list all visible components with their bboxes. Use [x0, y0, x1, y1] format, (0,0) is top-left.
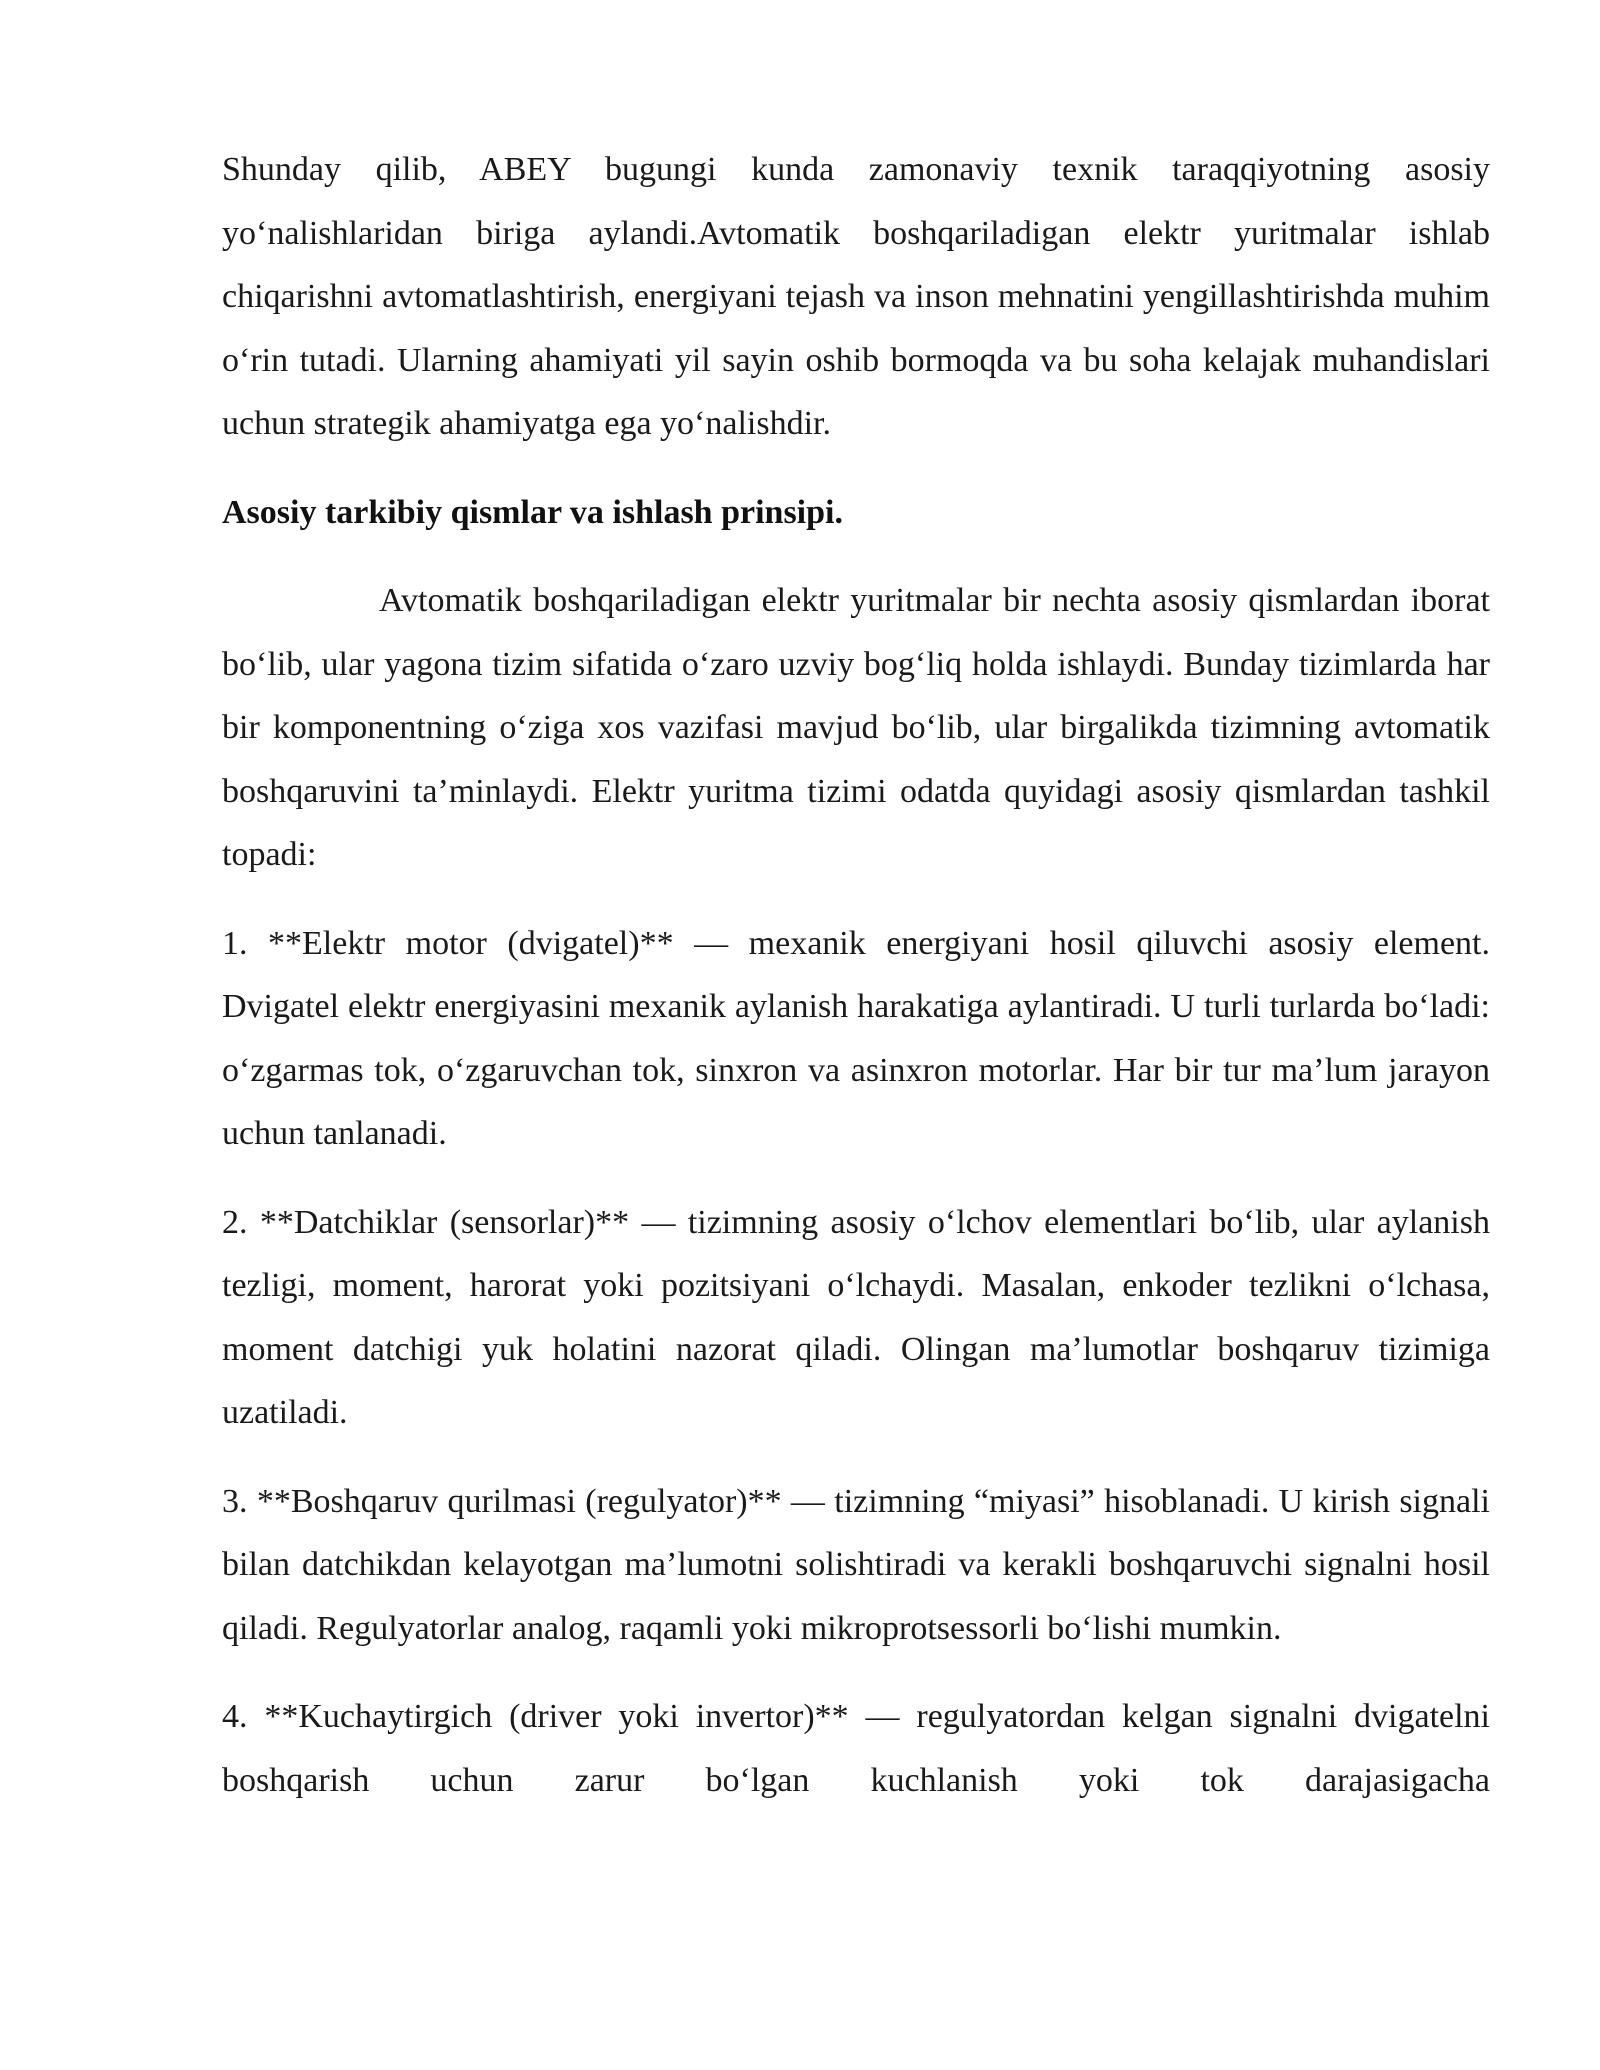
document-body: [222, 138, 1490, 1812]
list-item-motor: 1. **Elektr motor (dvigatel)** — mexanik energiyani hosil qiluvchi asosiy element. Dvigatel elektr energiyasini mexanik aylanish harakatiga aylantiradi. U turli turlarda bo‘ladi: o‘zgarmas tok, o‘zgaruvchan tok, sinxron va asinxron motorlar. Har bir tur ma’lum jarayon uchun tanlanadi.: [222, 924, 1490, 1152]
paragraph-intro: Avtomatik boshqariladigan elektr yuritmalar bir nechta asosiy qismlardan iborat bo‘lib, ular yagona tizim sifatida o‘zaro uzviy bog‘liq holda ishlaydi. Bunday tizimlarda har bir komponentning o‘ziga xos vazifasi mavjud bo‘lib, ular birgalikda tizimning avtomatik boshqaruvini ta’minlaydi. Elektr yuritma tizimi odatda quyidagi asosiy qismlardan tashkil topadi:: [222, 582, 1490, 873]
list-item-sensors: 2. **Datchiklar (sensorlar)** — tizimning asosiy o‘lchov elementlari bo‘lib, ular aylanish tezligi, moment, harorat yoki pozitsiyani o‘lchaydi. Masalan, enkoder tezlikni o‘lchasa, moment datchigi yuk holatini nazorat qiladi. Olingan ma’lumotlar boshqaruv tizimiga uzatiladi.: [222, 1203, 1490, 1431]
paragraph-conclusion: Shunday qilib, ABEY bugungi kunda zamonaviy texnik taraqqiyotning asosiy yo‘nalishlaridan biriga aylandi.Avtomatik boshqariladigan elektr yuritmalar ishlab chiqarishni avtomatlashtirish, energiyani tejash va inson mehnatini yengillashtirishda muhim o‘rin tutadi. Ularning ahamiyati yil sayin oshib bormoqda va bu soha kelajak muhandislari uchun strategik ahamiyatga ega yo‘nalishdir.: [222, 151, 1490, 442]
section-heading: Asosiy tarkibiy qismlar va ishlash prinsipi.: [222, 493, 843, 531]
list-item-controller: 3. **Boshqaruv qurilmasi (regulyator)** — tizimning “miyasi” hisoblanadi. U kirish signali bilan datchikdan kelayotgan ma’lumotni solishtiradi va kerakli boshqaruvchi signalni hosil qiladi. Regulyatorlar analog, raqamli yoki mikroprotsessorli bo‘lishi mumkin.: [222, 1482, 1490, 1647]
list-item-driver: 4. **Kuchaytirgich (driver yoki invertor)** — regulyatordan kelgan signalni dvigatelni boshqarish uchun zarur bo‘lgan kuchlanish yoki tok darajasigacha: [222, 1698, 1490, 1799]
